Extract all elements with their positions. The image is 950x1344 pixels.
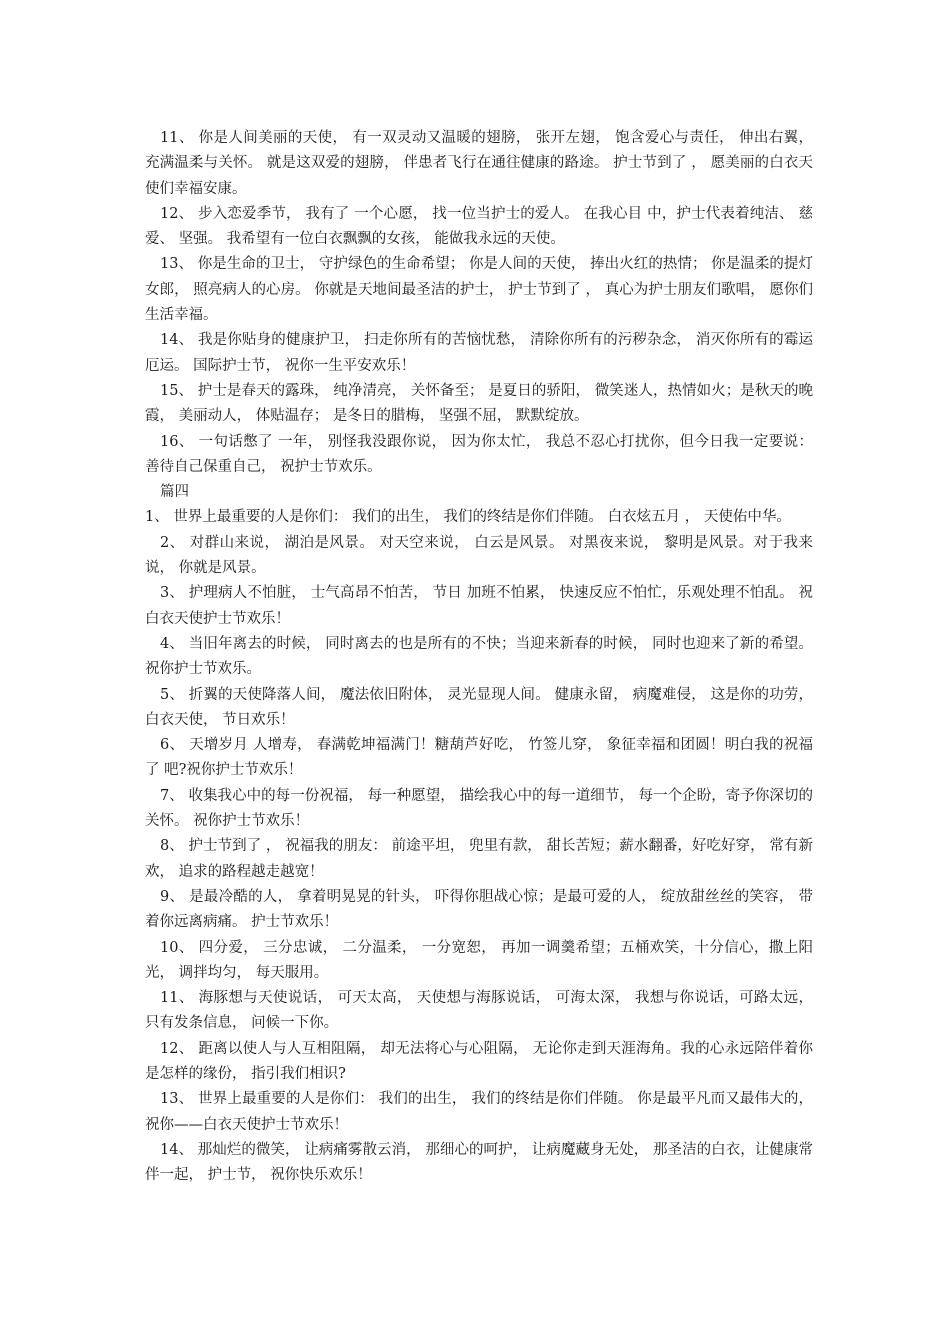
wish-item-5: 5、 折翼的天使降落人间， 魔法依旧附体， 灵光显现人间。 健康永留， 病魔难侵， 这是你的功劳， 白衣天使， 节日欢乐！	[145, 686, 813, 728]
wish-item-1: 1、 世界上最重要的人是你们： 我们的出生， 我们的终结是你们伴随。 白衣炫五月 ， 天使佑中华。	[145, 509, 791, 526]
wish-item-9: 9、 是最冷酷的人， 拿着明晃晃的针头， 吓得你胆战心惊；是最可爱的人， 绽放甜丝丝的笑容， 带着你远离病痛。 护士节欢乐！	[145, 888, 813, 931]
wish-item-12: 12、 步入恋爱季节， 我有了 一个心愿， 找一位当护士的爱人。 在我心目 中，护士代表着纯洁、 慈爱、 坚强。 我希望有一位白衣飘飘的女孩， 能做我永远的天使。	[145, 205, 813, 248]
wish-item-14b: 14、 那灿烂的微笑， 让病痛雾散云消， 那细心的呵护， 让病魔藏身无处， 那圣洁的白衣，让健康常伴一起， 护士节， 祝你快乐欢乐！	[145, 1141, 813, 1184]
wish-item-3: 3、 护理病人不怕脏， 士气高昂不怕苦， 节日 加班不怕累， 快速反应不怕忙，乐观处理不怕乱。 祝白衣天使护士节欢乐！	[145, 585, 813, 627]
wish-item-14: 14、 我是你贴身的健康护卫， 扫走你所有的苦恼忧愁， 清除你所有的污秽杂念， 消灭你所有的霉运厄运。 国际护士节， 祝你一生平安欢乐！	[145, 332, 813, 374]
wish-item-2: 2、 对群山来说， 湖泊是风景。 对天空来说， 白云是风景。 对黑夜来说， 黎明是风景。对于我来说， 你就是风景。	[145, 534, 813, 577]
wish-item-15: 15、 护士是春天的露珠， 纯净清亮， 关怀备至； 是夏日的骄阳， 微笑迷人，热情如火；是秋天的晚霞， 美丽动人， 体贴温存； 是冬日的腊梅， 坚强不屈， 默默绽放。	[145, 382, 813, 425]
wish-item-11b: 11、 海豚想与天使说话， 可天太高， 天使想与海豚说话， 可海太深， 我想与你说话，可路太远， 只有发条信息， 问候一下你。	[145, 990, 813, 1032]
document-body	[145, 126, 813, 1188]
wish-item-13b: 13、 世界上最重要的人是你们： 我们的出生， 我们的终结是你们伴随。 你是最平凡而又最伟大的， 祝你——白衣天使护士节欢乐！	[145, 1091, 813, 1133]
wish-item-11: 11、 你是人间美丽的天使， 有一双灵动又温暖的翅膀， 张开左翅， 饱含爱心与责任， 伸出右翼， 充满温柔与关怀。 就是这双爱的翅膀， 伴患者飞行在通往健康的路途。 护士节到了 ， 愿美丽的白衣天使们幸福安康。	[145, 130, 813, 197]
wish-item-4: 4、 当旧年离去的时候， 同时离去的也是所有的不快；当迎来新春的时候， 同时也迎来了新的希望。 祝你护士节欢乐。	[145, 635, 813, 678]
wish-item-10: 10、 四分爱， 三分忠诚， 二分温柔， 一分宽恕， 再加一调羹希望；五桶欢笑，十分信心，撒上阳光， 调拌均匀， 每天服用。	[145, 939, 813, 981]
wish-item-6: 6、 天增岁月 人增寿， 春满乾坤福满门！糖葫芦好吃， 竹签儿穿， 象征幸福和团圆！明白我的祝福了 吧?祝你护士节欢乐！	[145, 737, 813, 779]
wish-item-13: 13、 你是生命的卫士， 守护绿色的生命希望； 你是人间的天使， 捧出火红的热情； 你是温柔的提灯女郎， 照亮病人的心房。 你就是天地间最圣洁的护士， 护士节到了 ， 真心为护士朋友们歌唱， 愿你们生活幸福。	[145, 256, 813, 324]
wish-item-12b: 12、 距离以使人与人互相阻隔， 却无法将心与心阻隔， 无论你走到天涯海角。我的心永远陪伴着你是怎样的缘份， 指引我们相识?	[145, 1040, 813, 1082]
wish-item-16: 16、 一句话憋了 一年， 别怪我没跟你说， 因为你太忙， 我总不忍心打扰你，但今日我一定要说： 善待自己保重自己， 祝护士节欢乐。	[145, 433, 813, 475]
wish-item-8: 8、 护士节到了 ， 祝福我的朋友： 前途平坦， 兜里有款， 甜长苦短；薪水翻番，好吃好穿， 常有新欢， 追求的路程越走越宽！	[145, 838, 813, 880]
section-heading-pian-si: 篇四	[160, 484, 189, 501]
wish-item-7: 7、 收集我心中的每一份祝福， 每一种愿望， 描绘我心中的每一道细节， 每一个企盼，寄予你深切的关怀。 祝你护士节欢乐！	[145, 787, 813, 830]
